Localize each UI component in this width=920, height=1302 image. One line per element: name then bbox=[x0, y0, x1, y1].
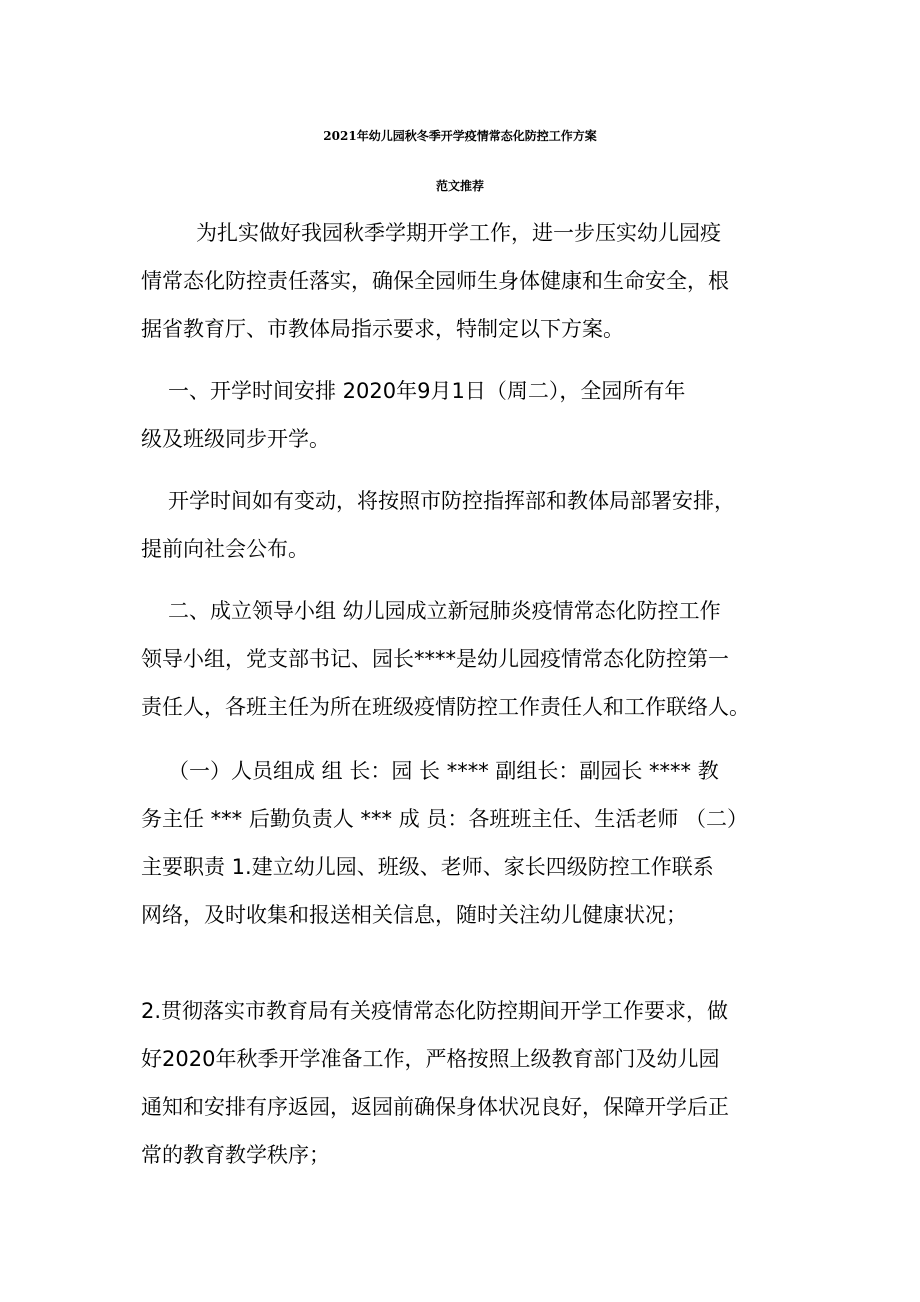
paragraph-line: 情常态化防控责任落实，确保全园师生身体健康和生命安全，根 bbox=[141, 269, 729, 293]
paragraph-line: 好2020年秋季开学准备工作，严格按照上级教育部门及幼儿园 bbox=[141, 1047, 720, 1071]
paragraph-line: 主要职责 1.建立幼儿园、班级、老师、家长四级防控工作联系 bbox=[141, 855, 714, 879]
paragraph-line: 级及班级同步开学。 bbox=[141, 427, 330, 451]
document-title-line-2: 范文推荐 bbox=[435, 179, 484, 193]
paragraph-line: 为扎实做好我园秋季学期开学工作，进一步压实幼儿园疫 bbox=[196, 221, 721, 245]
paragraph-line: 责任人，各班主任为所在班级疫情防控工作责任人和工作联络人。 bbox=[141, 695, 750, 719]
paragraph-line: （一）人员组成 组 长：园 长 **** 副组长：副园长 **** 教 bbox=[168, 759, 719, 783]
paragraph-line: 2.贯彻落实市教育局有关疫情常态化防控期间开学工作要求，做 bbox=[141, 999, 729, 1023]
paragraph-line: 一、开学时间安排 2020年9月1日（周二），全园所有年 bbox=[168, 379, 686, 403]
document-title-line-1: 2021年幼儿园秋冬季开学疫情常态化防控工作方案 bbox=[323, 129, 597, 143]
paragraph-line: 据省教育厅、市教体局指示要求，特制定以下方案。 bbox=[141, 317, 624, 341]
paragraph-line: 开学时间如有变动，将按照市防控指挥部和教体局部署安排， bbox=[168, 489, 735, 513]
paragraph-line: 务主任 *** 后勤负责人 *** 成 员：各班班主任、生活老师 （二） bbox=[141, 807, 749, 831]
paragraph-line: 提前向社会公布。 bbox=[141, 537, 309, 561]
paragraph-line: 网络，及时收集和报送相关信息，随时关注幼儿健康状况； bbox=[141, 903, 687, 927]
paragraph-line: 通知和安排有序返园，返园前确保身体状况良好，保障开学后正 bbox=[141, 1095, 729, 1119]
paragraph-line: 常的教育教学秩序； bbox=[141, 1143, 330, 1167]
paragraph-line: 二、成立领导小组 幼儿园成立新冠肺炎疫情常态化防控工作 bbox=[168, 599, 721, 623]
paragraph-line: 领导小组，党支部书记、园长****是幼儿园疫情常态化防控第一 bbox=[141, 647, 729, 671]
